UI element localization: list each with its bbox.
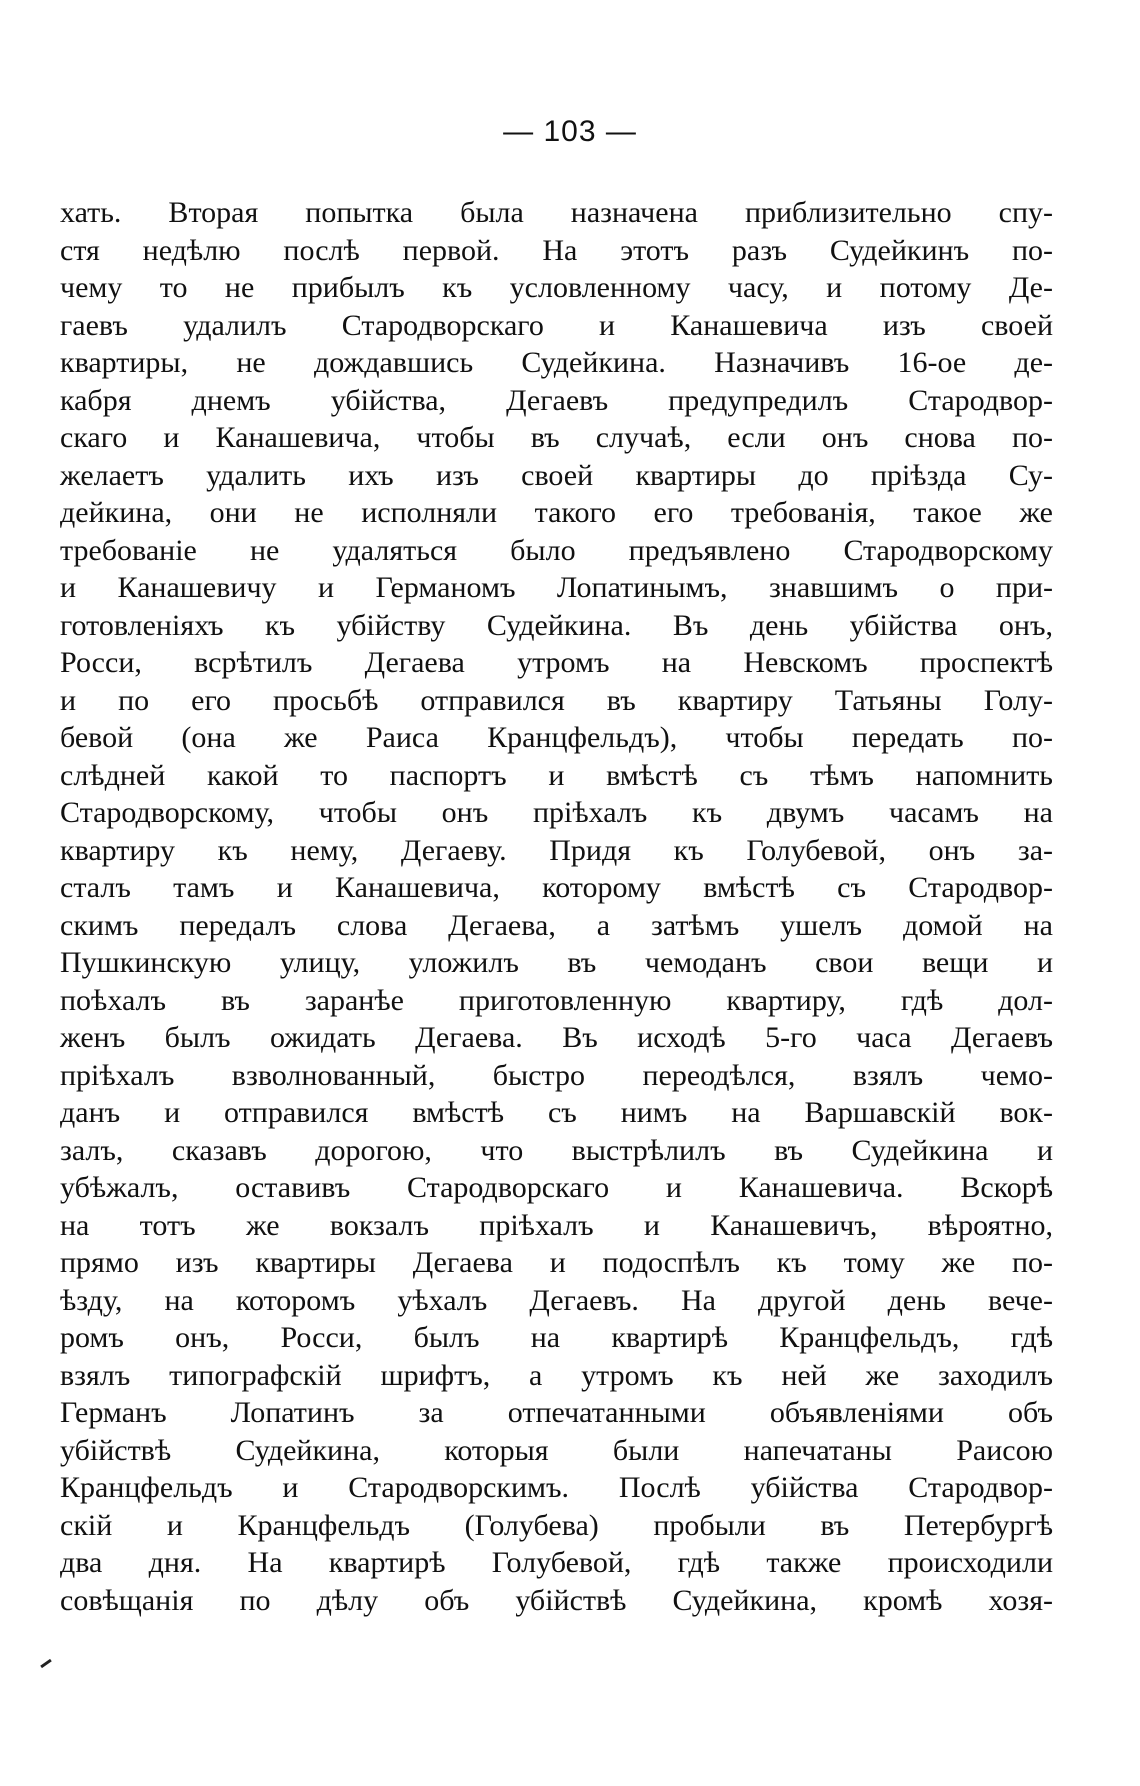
- text-line: кабря днемъ убійства, Дегаевъ предупредилъ Стародвор-: [60, 383, 1053, 417]
- text-line: хать. Вторая попытка была назначена приблизительно спу-: [60, 196, 1053, 229]
- text-line: квартиры, не дождавшись Судейкина. Назначивъ 16-ое де-: [60, 346, 1053, 379]
- text-line: ѣзду, на которомъ уѣхалъ Дегаевъ. На другой день вече-: [60, 1283, 1053, 1317]
- text-line: Германъ Лопатинъ за отпечатанными объявленіями объ: [60, 1396, 1053, 1429]
- text-line: требованіе не удаляться было предъявлено Стародворскому: [60, 533, 1053, 567]
- page-number: — 103 —: [503, 115, 637, 148]
- text-line: прямо изъ квартиры Дегаева и подоспѣлъ къ тому же по-: [60, 1246, 1053, 1279]
- text-line: Пушкинскую улицу, уложилъ въ чемоданъ свои вещи и: [60, 946, 1053, 979]
- text-line: скимъ передалъ слова Дегаева, а затѣмъ ушелъ домой на: [60, 908, 1053, 942]
- text-line: квартиру къ нему, Дегаеву. Придя къ Голубевой, онъ за-: [60, 833, 1053, 867]
- text-line: готовленіяхъ къ убійству Судейкина. Въ день убійства онъ,: [60, 608, 1053, 642]
- text-line: дейкина, они не исполняли такого его требованія, такое же: [60, 496, 1053, 529]
- text-line: чему то не прибылъ къ условленному часу, и потому Де-: [60, 271, 1053, 304]
- stray-ink-mark: [40, 1659, 52, 1668]
- text-line: слѣдней какой то паспортъ и вмѣстѣ съ тѣмъ напомнить: [60, 758, 1053, 792]
- text-line: скаго и Канашевича, чтобы въ случаѣ, если онъ снова по-: [60, 421, 1053, 454]
- text-line: и по его просьбѣ отправился въ квартиру Татьяны Голу-: [60, 683, 1053, 717]
- text-line: два дня. На квартирѣ Голубевой, гдѣ также происходили: [60, 1546, 1053, 1579]
- body-text: [60, 194, 1053, 1619]
- text-line: данъ и отправился вмѣстѣ съ нимъ на Варшавскій вок-: [60, 1096, 1053, 1129]
- text-line: Стародворскому, чтобы онъ пріѣхалъ къ двумъ часамъ на: [60, 796, 1053, 829]
- text-line: залъ, сказавъ дорогою, что выстрѣлилъ въ Судейкина и: [60, 1133, 1053, 1167]
- text-line: желаетъ удалить ихъ изъ своей квартиры до пріѣзда Су-: [60, 458, 1053, 492]
- text-line: скій и Кранцфельдъ (Голубева) пробыли въ Петербургѣ: [60, 1508, 1053, 1542]
- text-line: женъ былъ ожидать Дегаева. Въ исходѣ 5-го часа Дегаевъ: [60, 1021, 1053, 1054]
- text-line: сталъ тамъ и Канашевича, которому вмѣстѣ съ Стародвор-: [60, 871, 1053, 904]
- text-line: убійствѣ Судейкина, которыя были напечатаны Раисою: [60, 1433, 1053, 1467]
- text-line: и Канашевичу и Германомъ Лопатинымъ, знавшимъ о при-: [60, 571, 1053, 604]
- text-line: Росси, всрѣтилъ Дегаева утромъ на Невскомъ проспектѣ: [60, 646, 1053, 679]
- text-line: на тотъ же вокзалъ пріѣхалъ и Канашевичъ, вѣроятно,: [60, 1208, 1053, 1242]
- text-line: стя недѣлю послѣ первой. На этотъ разъ Судейкинъ по-: [60, 233, 1053, 267]
- text-line: ромъ онъ, Росси, былъ на квартирѣ Кранцфельдъ, гдѣ: [60, 1321, 1053, 1354]
- text-line: гаевъ удалилъ Стародворскаго и Канашевича изъ своей: [60, 308, 1053, 342]
- text-line: поѣхалъ въ заранѣе приготовленную квартиру, гдѣ дол-: [60, 983, 1053, 1017]
- text-line: Кранцфельдъ и Стародворскимъ. Послѣ убійства Стародвор-: [60, 1471, 1053, 1504]
- text-line: убѣжалъ, оставивъ Стародворскаго и Канашевича. Вскорѣ: [60, 1171, 1053, 1204]
- text-line: взялъ типографскій шрифтъ, а утромъ къ ней же заходилъ: [60, 1358, 1053, 1392]
- text-line: бевой (она же Раиса Кранцфельдъ), чтобы передать по-: [60, 721, 1053, 754]
- text-line: совѣщанія по дѣлу объ убійствѣ Судейкина, кромѣ хозя-: [60, 1583, 1053, 1617]
- text-line: пріѣхалъ взволнованный, быстро переодѣлся, взялъ чемо-: [60, 1058, 1053, 1092]
